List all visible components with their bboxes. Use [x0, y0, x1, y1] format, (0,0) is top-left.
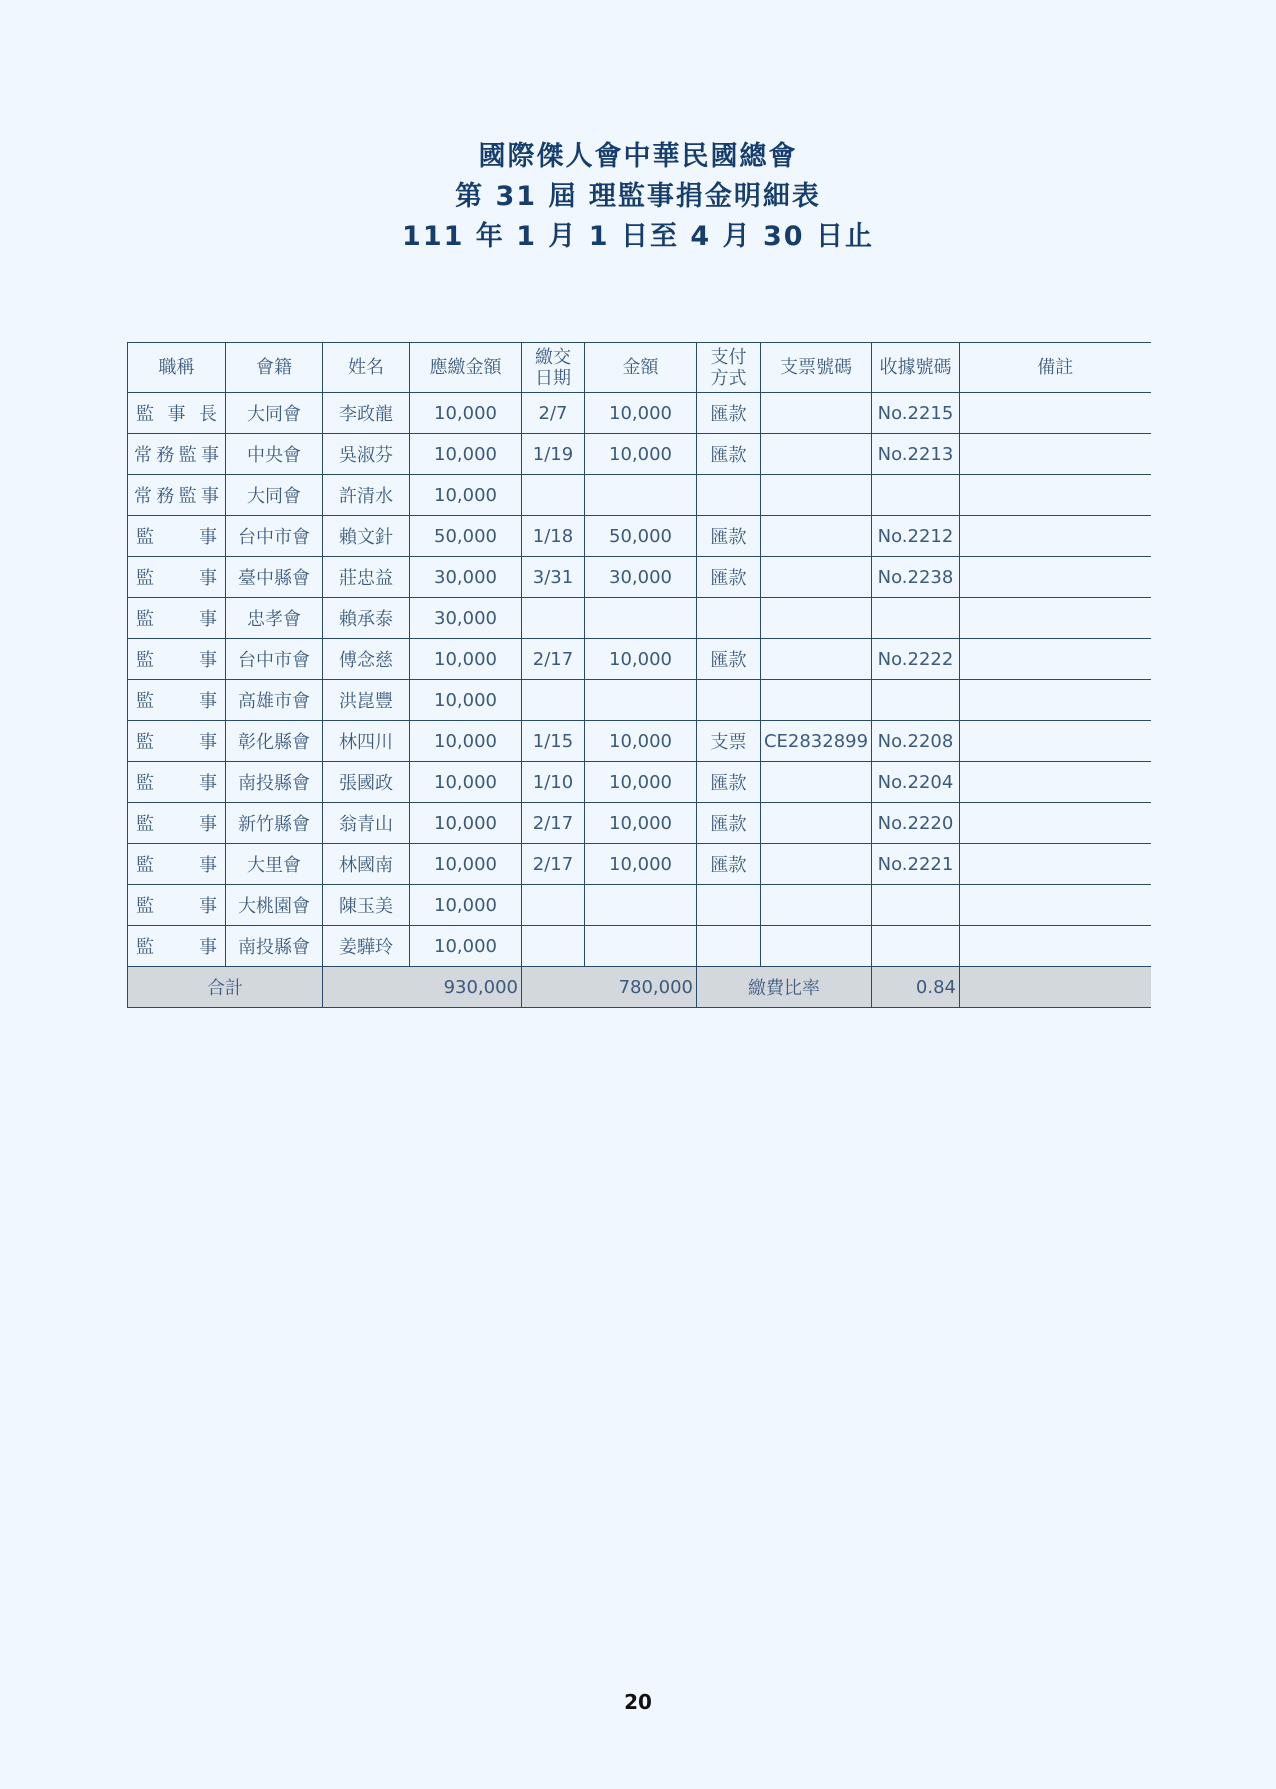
cell-payment-method [697, 926, 761, 967]
table-row [128, 639, 1151, 680]
table-row [128, 721, 1151, 762]
cell-amount [585, 926, 697, 967]
cell-payment-method: 匯款 [697, 803, 761, 844]
cell-chapter: 大同會 [226, 393, 323, 434]
cell-amount-due: 10,000 [410, 393, 522, 434]
cell-receipt-number: No.2222 [872, 639, 960, 680]
cell-pay-date [522, 926, 585, 967]
cell-payment-method: 匯款 [697, 762, 761, 803]
table-row [128, 393, 1151, 434]
donation-table [127, 342, 1151, 1008]
table-row [128, 434, 1151, 475]
header-check-number: 支票號碼 [761, 343, 872, 393]
cell-amount: 10,000 [585, 844, 697, 885]
cell-position: 監事 [128, 721, 226, 762]
cell-amount: 10,000 [585, 639, 697, 680]
header-position: 職稱 [128, 343, 226, 393]
cell-position: 監事長 [128, 393, 226, 434]
cell-pay-date [522, 598, 585, 639]
cell-receipt-number: No.2212 [872, 516, 960, 557]
table-header-row [128, 343, 1151, 393]
cell-name: 吳淑芬 [323, 434, 410, 475]
cell-amount-due: 10,000 [410, 721, 522, 762]
cell-amount-due: 10,000 [410, 639, 522, 680]
header-pay-date: 繳交 日期 [522, 343, 585, 393]
cell-payment-method: 匯款 [697, 844, 761, 885]
total-remarks [960, 967, 1151, 1008]
cell-name: 賴承泰 [323, 598, 410, 639]
cell-payment-method: 匯款 [697, 434, 761, 475]
cell-remarks [960, 516, 1151, 557]
cell-position: 監事 [128, 680, 226, 721]
cell-chapter: 南投縣會 [226, 762, 323, 803]
title-date-range: 111 年 1 月 1 日至 4 月 30 日止 [402, 221, 874, 252]
cell-chapter: 新竹縣會 [226, 803, 323, 844]
cell-payment-method: 匯款 [697, 393, 761, 434]
cell-check-number [761, 885, 872, 926]
cell-remarks [960, 885, 1151, 926]
cell-chapter: 高雄市會 [226, 680, 323, 721]
title-organization: 國際傑人會中華民國總會 [478, 141, 798, 172]
cell-receipt-number: No.2220 [872, 803, 960, 844]
cell-amount [585, 598, 697, 639]
cell-check-number [761, 516, 872, 557]
cell-position: 監事 [128, 639, 226, 680]
cell-check-number [761, 803, 872, 844]
cell-chapter: 忠孝會 [226, 598, 323, 639]
cell-chapter: 大里會 [226, 844, 323, 885]
table-row [128, 926, 1151, 967]
cell-receipt-number: No.2238 [872, 557, 960, 598]
cell-amount-due: 10,000 [410, 803, 522, 844]
cell-amount-due: 10,000 [410, 434, 522, 475]
cell-amount: 10,000 [585, 721, 697, 762]
title-report-name: 第 31 屆 理監事捐金明細表 [455, 181, 821, 212]
cell-chapter: 南投縣會 [226, 926, 323, 967]
cell-pay-date: 1/19 [522, 434, 585, 475]
cell-chapter: 彰化縣會 [226, 721, 323, 762]
cell-receipt-number [872, 598, 960, 639]
cell-check-number [761, 844, 872, 885]
cell-remarks [960, 598, 1151, 639]
cell-check-number [761, 680, 872, 721]
cell-check-number: CE2832899 [761, 721, 872, 762]
cell-amount [585, 475, 697, 516]
table-row [128, 680, 1151, 721]
cell-amount: 10,000 [585, 434, 697, 475]
cell-receipt-number: No.2208 [872, 721, 960, 762]
cell-receipt-number [872, 926, 960, 967]
cell-pay-date: 2/17 [522, 844, 585, 885]
cell-name: 許清水 [323, 475, 410, 516]
cell-amount: 50,000 [585, 516, 697, 557]
cell-receipt-number: No.2213 [872, 434, 960, 475]
cell-payment-method: 支票 [697, 721, 761, 762]
cell-pay-date [522, 680, 585, 721]
cell-pay-date: 2/17 [522, 803, 585, 844]
table-row [128, 885, 1151, 926]
cell-name: 賴文針 [323, 516, 410, 557]
cell-position: 監事 [128, 844, 226, 885]
cell-name: 張國政 [323, 762, 410, 803]
header-amount-due: 應繳金額 [410, 343, 522, 393]
table-row [128, 803, 1151, 844]
cell-chapter: 大同會 [226, 475, 323, 516]
table-row [128, 475, 1151, 516]
cell-check-number [761, 926, 872, 967]
cell-amount-due: 10,000 [410, 680, 522, 721]
cell-remarks [960, 475, 1151, 516]
cell-remarks [960, 434, 1151, 475]
table-row [128, 598, 1151, 639]
cell-check-number [761, 598, 872, 639]
cell-amount [585, 680, 697, 721]
page-number: 20 [624, 1690, 652, 1714]
cell-remarks [960, 557, 1151, 598]
cell-name: 林國南 [323, 844, 410, 885]
cell-receipt-number: No.2221 [872, 844, 960, 885]
cell-check-number [761, 434, 872, 475]
cell-name: 莊忠益 [323, 557, 410, 598]
table-row [128, 557, 1151, 598]
table-row [128, 516, 1151, 557]
cell-remarks [960, 721, 1151, 762]
cell-name: 傅念慈 [323, 639, 410, 680]
cell-payment-method [697, 680, 761, 721]
total-ratio: 0.84 [872, 967, 960, 1008]
total-ratio-label: 繳費比率 [697, 967, 872, 1008]
cell-payment-method: 匯款 [697, 516, 761, 557]
cell-amount: 10,000 [585, 762, 697, 803]
table-row [128, 762, 1151, 803]
cell-payment-method: 匯款 [697, 557, 761, 598]
cell-position: 監事 [128, 926, 226, 967]
total-amount-due: 930,000 [323, 967, 522, 1008]
cell-chapter: 台中市會 [226, 639, 323, 680]
cell-receipt-number [872, 885, 960, 926]
cell-check-number [761, 393, 872, 434]
cell-name: 姜驊玲 [323, 926, 410, 967]
cell-amount-due: 10,000 [410, 885, 522, 926]
cell-position: 監事 [128, 557, 226, 598]
cell-position: 監事 [128, 885, 226, 926]
cell-check-number [761, 475, 872, 516]
header-payment-method: 支付 方式 [697, 343, 761, 393]
cell-pay-date: 3/31 [522, 557, 585, 598]
cell-pay-date [522, 475, 585, 516]
document-title [0, 137, 1276, 257]
cell-amount-due: 30,000 [410, 598, 522, 639]
cell-amount [585, 885, 697, 926]
cell-name: 翁青山 [323, 803, 410, 844]
cell-pay-date: 1/10 [522, 762, 585, 803]
cell-remarks [960, 926, 1151, 967]
cell-amount-due: 30,000 [410, 557, 522, 598]
cell-payment-method [697, 885, 761, 926]
cell-amount-due: 10,000 [410, 762, 522, 803]
cell-name: 李政龍 [323, 393, 410, 434]
header-remarks: 備註 [960, 343, 1151, 393]
cell-amount: 10,000 [585, 803, 697, 844]
cell-pay-date: 2/7 [522, 393, 585, 434]
cell-chapter: 臺中縣會 [226, 557, 323, 598]
total-label: 合計 [128, 967, 323, 1008]
header-name: 姓名 [323, 343, 410, 393]
cell-position: 監事 [128, 762, 226, 803]
cell-remarks [960, 639, 1151, 680]
header-amount: 金額 [585, 343, 697, 393]
cell-check-number [761, 762, 872, 803]
cell-amount-due: 10,000 [410, 475, 522, 516]
cell-remarks [960, 803, 1151, 844]
cell-amount: 10,000 [585, 393, 697, 434]
cell-receipt-number [872, 475, 960, 516]
cell-payment-method [697, 598, 761, 639]
cell-pay-date: 1/18 [522, 516, 585, 557]
cell-position: 常務監事 [128, 434, 226, 475]
cell-name: 洪崑豐 [323, 680, 410, 721]
cell-chapter: 中央會 [226, 434, 323, 475]
total-amount: 780,000 [522, 967, 697, 1008]
cell-amount-due: 10,000 [410, 844, 522, 885]
cell-remarks [960, 680, 1151, 721]
header-chapter: 會籍 [226, 343, 323, 393]
cell-payment-method: 匯款 [697, 639, 761, 680]
cell-name: 陳玉美 [323, 885, 410, 926]
cell-remarks [960, 844, 1151, 885]
cell-position: 監事 [128, 803, 226, 844]
cell-position: 常務監事 [128, 475, 226, 516]
cell-payment-method [697, 475, 761, 516]
cell-position: 監事 [128, 598, 226, 639]
cell-amount-due: 50,000 [410, 516, 522, 557]
table-total-row [128, 967, 1151, 1008]
table-row [128, 844, 1151, 885]
cell-name: 林四川 [323, 721, 410, 762]
cell-remarks [960, 393, 1151, 434]
cell-receipt-number [872, 680, 960, 721]
cell-position: 監事 [128, 516, 226, 557]
cell-receipt-number: No.2215 [872, 393, 960, 434]
cell-amount-due: 10,000 [410, 926, 522, 967]
cell-chapter: 台中市會 [226, 516, 323, 557]
cell-receipt-number: No.2204 [872, 762, 960, 803]
header-receipt-number: 收據號碼 [872, 343, 960, 393]
cell-remarks [960, 762, 1151, 803]
cell-check-number [761, 639, 872, 680]
cell-pay-date: 2/17 [522, 639, 585, 680]
cell-pay-date: 1/15 [522, 721, 585, 762]
cell-chapter: 大桃園會 [226, 885, 323, 926]
cell-check-number [761, 557, 872, 598]
cell-amount: 30,000 [585, 557, 697, 598]
cell-pay-date [522, 885, 585, 926]
